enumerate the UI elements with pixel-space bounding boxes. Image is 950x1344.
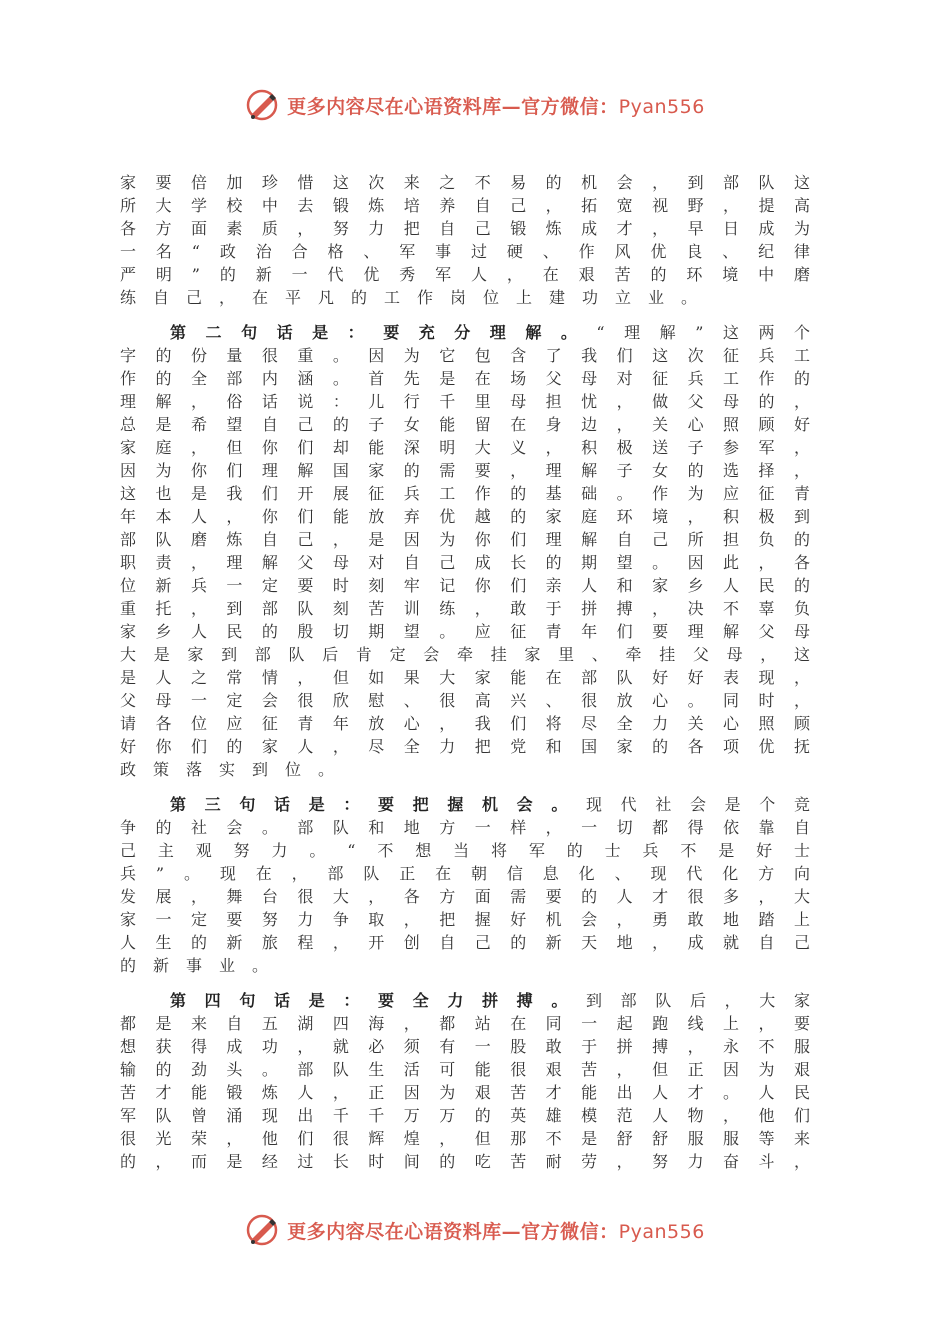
- text-line: 争的社会。部队和地方一样，一切都得依靠自: [120, 818, 810, 837]
- text-line: 各方面素质，努力把自己锻炼成才，早日成为: [120, 219, 810, 238]
- text-line: 兵”。现在，部队正在朝信息化、现代化方向: [120, 864, 810, 883]
- text-line: 发展，舞台很大，各方面需要的人才很多，大: [120, 887, 810, 906]
- text-line: 很光荣，他们很辉煌，但那不是舒舒服服等来: [120, 1129, 810, 1148]
- text-line: 政策落实到位。: [120, 760, 352, 779]
- text-line: 大是家到部队后肯定会牵挂家里、牵挂父母，这: [120, 645, 810, 664]
- header-banner: [0, 85, 950, 125]
- text-line-first: 第三句话是：要把握机会。现代社会是个竞: [170, 795, 810, 814]
- text-line: 都是来自五湖四海，都站在同一起跑线上，要: [120, 1014, 810, 1033]
- document-body: [120, 171, 810, 1173]
- text-line: 的，而是经过长时间的吃苦耐劳，努力奋斗，: [120, 1152, 810, 1171]
- text-line: 家要倍加珍惜这次来之不易的机会，到部队这: [120, 173, 810, 192]
- paragraph: [120, 989, 810, 1173]
- text-line-first: 第二句话是：要充分理解。“理解”这两个: [170, 323, 810, 342]
- text-line: 家庭，但你们却能深明大义，积极送子参军，: [120, 438, 810, 457]
- text-line: 位新兵一定要时刻牢记你们亲人和家乡人民的: [120, 576, 810, 595]
- text-line: 严明”的新一代优秀军人，在艰苦的环境中磨: [120, 265, 810, 284]
- text-line: 己主观努力。“不想当将军的士兵不是好士: [120, 841, 810, 860]
- text-line: 这也是我们开展征兵工作的基础。作为应征青: [120, 484, 810, 503]
- footer-banner: [0, 1210, 950, 1250]
- text-line: 的新事业。: [120, 956, 286, 975]
- text-line: 练自己，在平凡的工作岗位上建功立业。: [120, 288, 715, 307]
- text-line: 家一定要努力争取，把握好机会，勇敢地踏上: [120, 910, 810, 929]
- paragraph: [120, 793, 810, 977]
- paragraph-lead: 第四句话是：要全力拼搏。: [170, 991, 586, 1010]
- text-line-first: 第四句话是：要全力拼搏。到部队后，大家: [170, 991, 810, 1010]
- text-line: 父母一定会很欣慰、很高兴、很放心。同时，: [120, 691, 810, 710]
- text-line: 苦才能锻炼人，正因为艰苦才能出人才。人民: [120, 1083, 810, 1102]
- text-line: 年本人，你们能放弃优越的家庭环境，积极到: [120, 507, 810, 526]
- text-line: 理解，俗话说：儿行千里母担忧，做父母的，: [120, 392, 810, 411]
- paragraph-lead: 第二句话是：要充分理解。: [170, 323, 597, 342]
- text-line: 是人之常情，但如果大家能在部队好好表现，: [120, 668, 810, 687]
- paragraph: [120, 321, 810, 781]
- banner-text: 更多内容尽在心语资料库—官方微信：Pyan556: [287, 95, 705, 118]
- text-line: 字的份量很重。因为它包含了我们这次征兵工: [120, 346, 810, 365]
- banner-account: Pyan556: [618, 95, 705, 118]
- text-line: 人生的新旅程，开创自己的新天地，成就自己: [120, 933, 810, 952]
- text-line: 总是希望自己的子女能留在身边，关心照顾好: [120, 415, 810, 434]
- text-line: 作的全部内涵。首先是在场父母对征兵工作的: [120, 369, 810, 388]
- banner-account: Pyan556: [618, 1220, 705, 1243]
- pen-logo-icon: [245, 88, 279, 122]
- text-line: 职责，理解父母对自己成长的期望。因此，各: [120, 553, 810, 572]
- text-line: 军队曾涌现出千千万万的英雄模范人物，他们: [120, 1106, 810, 1125]
- pen-logo-icon: [245, 1213, 279, 1247]
- text-line: 重托，到部队刻苦训练，敢于拼搏，决不辜负: [120, 599, 810, 618]
- paragraph-lead: 第三句话是：要把握机会。: [170, 795, 586, 814]
- text-line: 好你们的家人，尽全力把党和国家的各项优抚: [120, 737, 810, 756]
- text-line: 一名“政治合格、军事过硬、作风优良、纪律: [120, 242, 810, 261]
- text-line: 家乡人民的殷切期望。应征青年们要理解父母: [120, 622, 810, 641]
- text-line: 因为你们理解国家的需要，理解子女的选择，: [120, 461, 810, 480]
- text-line: 输的劲头。部队生活可能很艰苦，但正因为艰: [120, 1060, 810, 1079]
- text-line: 部队磨炼自己，是因为你们理解自己所担负的: [120, 530, 810, 549]
- banner-text: 更多内容尽在心语资料库—官方微信：Pyan556: [287, 1220, 705, 1243]
- paragraph: [120, 171, 810, 309]
- text-line: 所大学校中去锻炼培养自己，拓宽视野，提高: [120, 196, 810, 215]
- text-line: 想获得成功，就必须有一股敢于拼搏，永不服: [120, 1037, 810, 1056]
- text-line: 请各位应征青年放心，我们将尽全力关心照顾: [120, 714, 810, 733]
